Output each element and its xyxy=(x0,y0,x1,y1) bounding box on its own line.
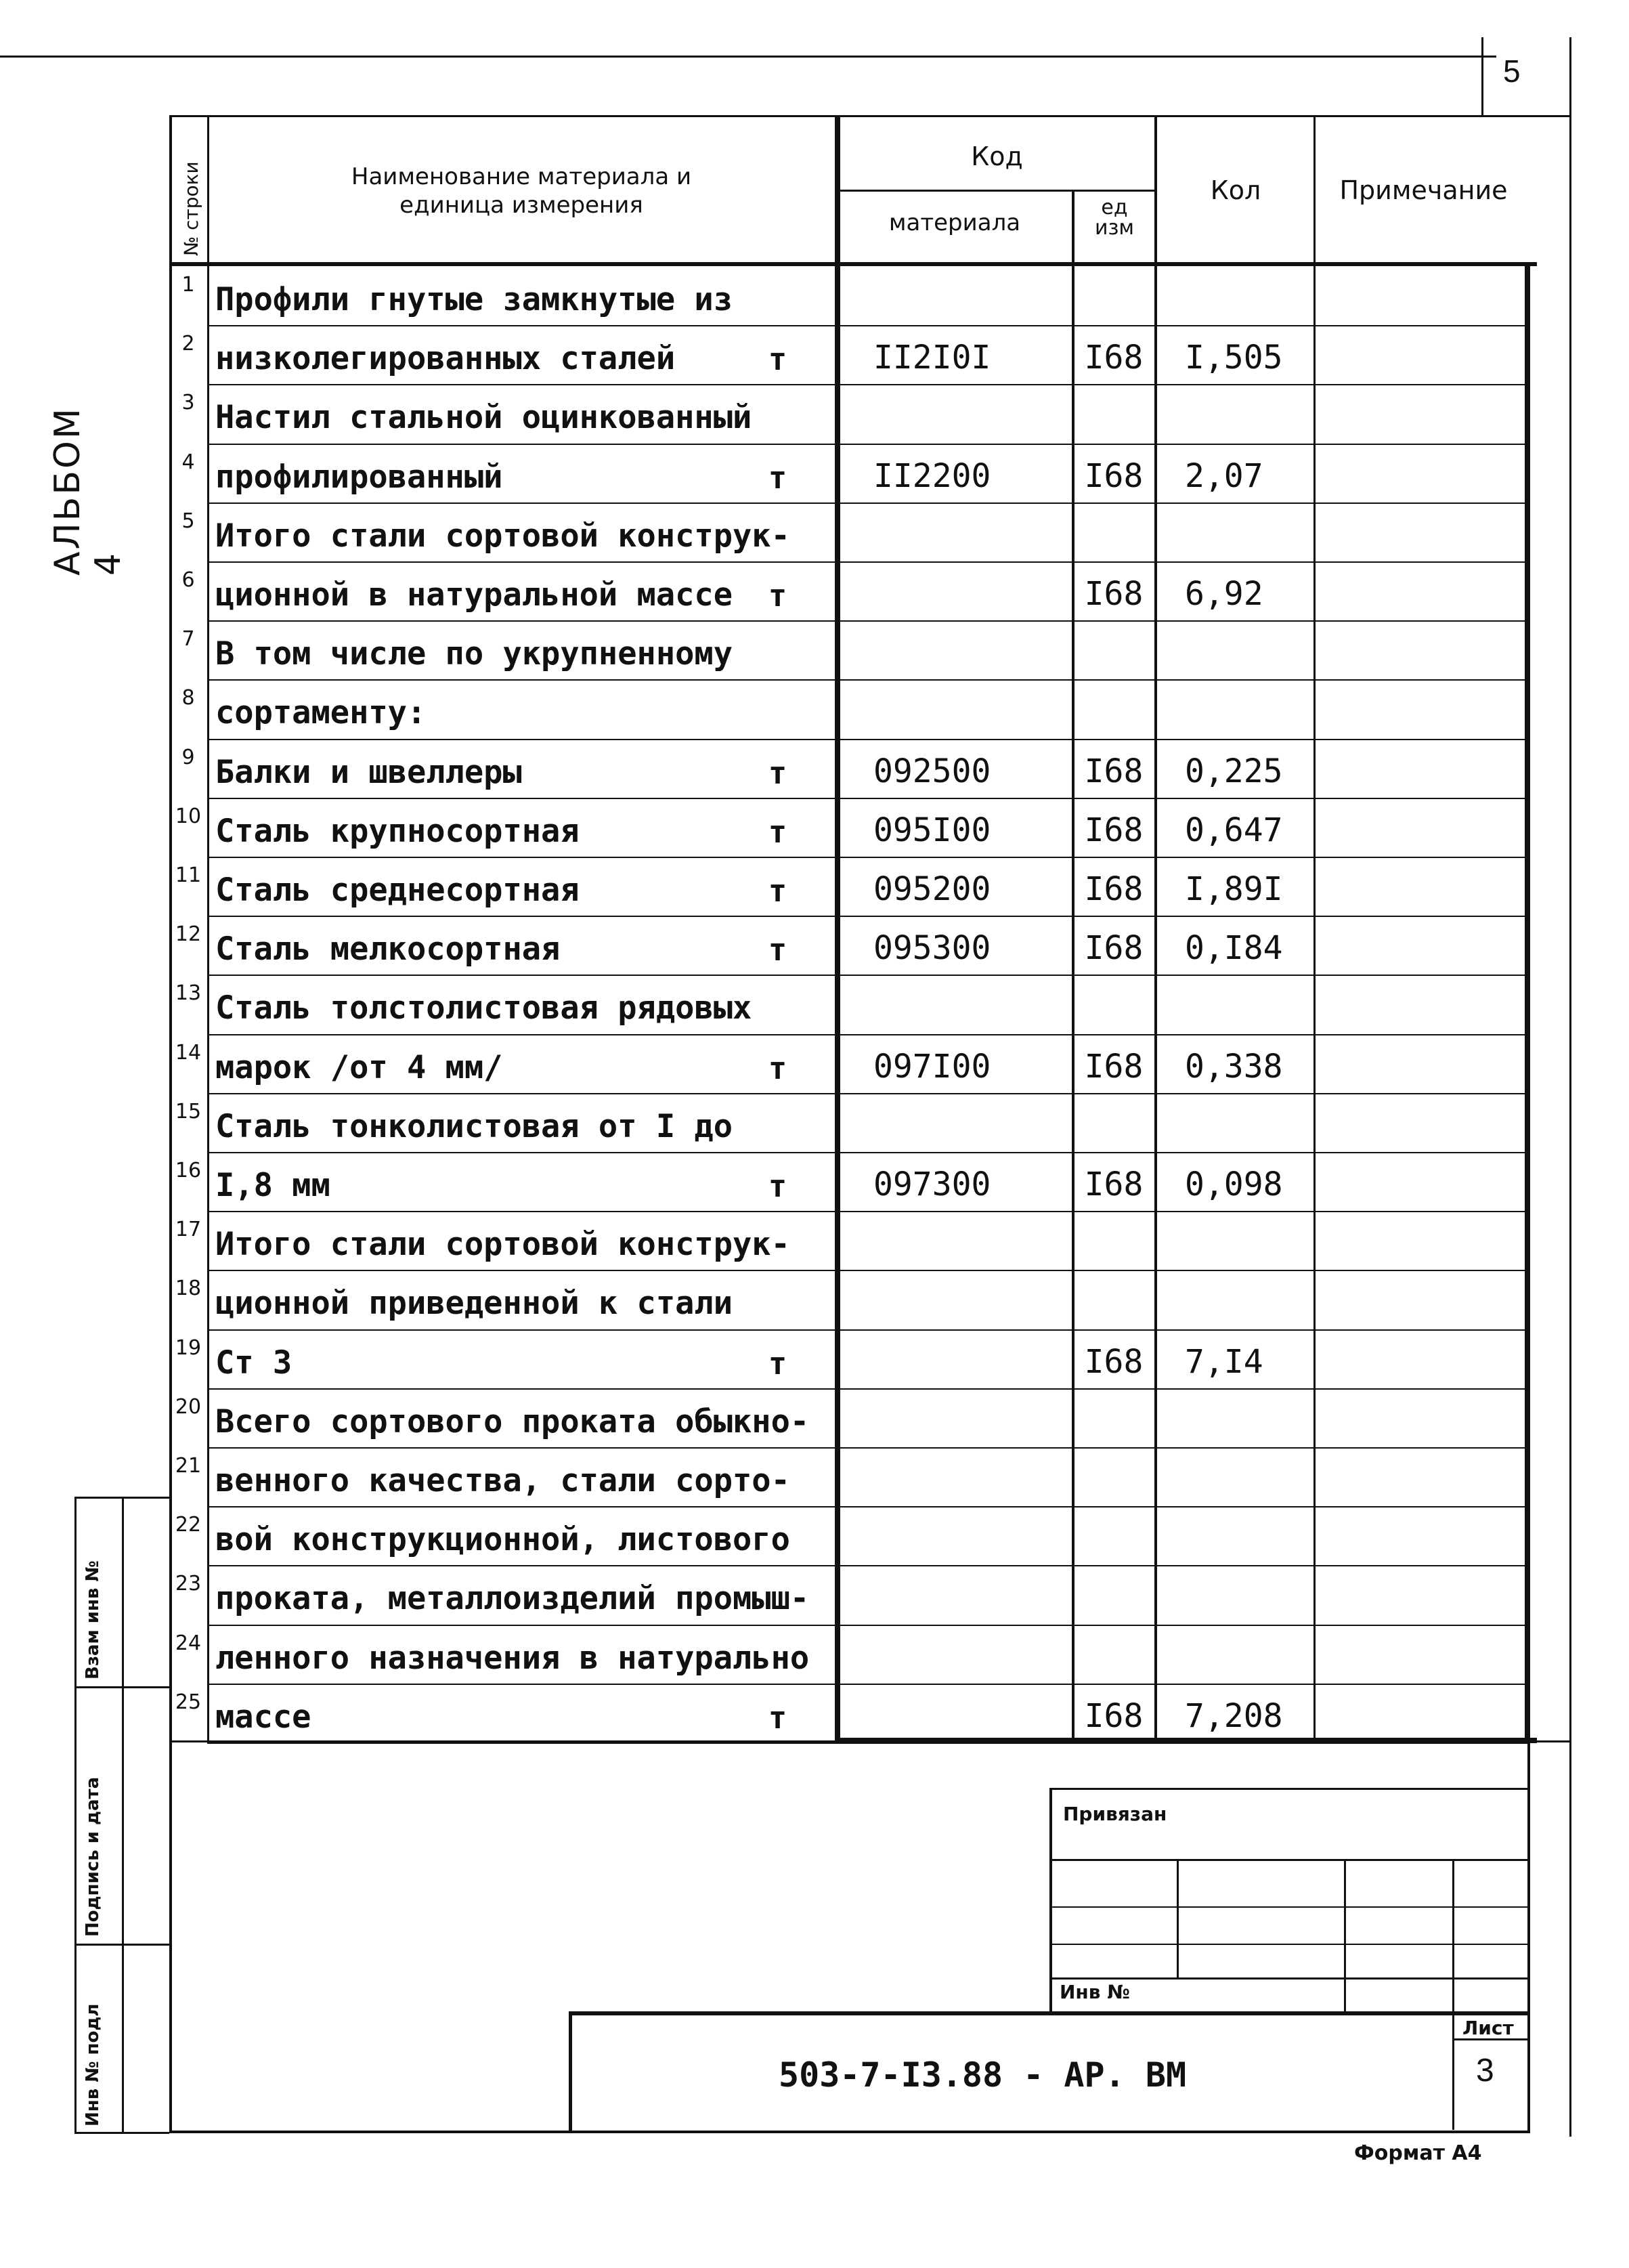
quantity: 6,92 xyxy=(1185,575,1263,613)
row-divider xyxy=(207,561,1527,563)
quantity: 0,338 xyxy=(1185,1047,1283,1086)
side-stamp-left xyxy=(74,1497,77,2133)
material-code: 095I00 xyxy=(873,811,991,849)
row-number: 25 xyxy=(175,1690,202,1714)
quantity: 7,208 xyxy=(1185,1696,1283,1735)
material-name: Балки и швеллеры xyxy=(215,753,522,791)
header-code: Код xyxy=(971,142,1023,171)
material-name: проката, металлоизделий промыш- xyxy=(215,1580,810,1618)
privyazan-col-3 xyxy=(1452,1859,1454,2130)
material-name: Сталь толстолистовая рядовых xyxy=(215,989,752,1027)
material-name: вой конструкционной, листового xyxy=(215,1521,790,1559)
row-number: 6 xyxy=(181,568,195,592)
sheet-label: Лист xyxy=(1462,2017,1514,2039)
privyazan-box-top xyxy=(1049,1788,1530,1790)
material-name: Настил стальной оцинкованный xyxy=(215,399,752,437)
unit-of-measure: т xyxy=(768,1050,787,1086)
material-code: 095200 xyxy=(873,870,991,908)
material-name: Сталь мелкосортная xyxy=(215,930,561,968)
unit-of-measure: т xyxy=(768,873,787,909)
material-name: Профили гнутые замкнутые из xyxy=(215,281,733,318)
unit-code: I68 xyxy=(1084,929,1144,968)
row-divider xyxy=(207,739,1527,740)
row-divider xyxy=(207,1565,1527,1566)
row-number: 23 xyxy=(175,1572,202,1596)
quantity: 0,225 xyxy=(1185,752,1283,790)
material-name: Сталь среднесортная xyxy=(215,872,580,909)
side-stamp-vzam: Взам инв № xyxy=(83,1560,103,1679)
row-divider xyxy=(207,1329,1527,1331)
side-stamp-div1 xyxy=(74,1686,169,1688)
unit-code: I68 xyxy=(1084,1696,1144,1735)
row-divider xyxy=(207,620,1527,622)
table-top-border xyxy=(169,115,1571,117)
privyazan-col-1 xyxy=(1177,1859,1179,1977)
material-code: II2200 xyxy=(873,456,991,495)
row-divider xyxy=(207,975,1527,976)
row-number: 18 xyxy=(175,1277,202,1301)
col-note-right xyxy=(1525,266,1530,1742)
page-box-left xyxy=(1481,37,1483,115)
row-number: 13 xyxy=(175,981,202,1006)
material-name: В том числе по укрупненному xyxy=(215,635,733,673)
material-name: Итого стали сортовой конструк- xyxy=(215,1226,790,1264)
privyazan-row-2 xyxy=(1049,1944,1530,1945)
material-name: Всего сортового проката обыкно- xyxy=(215,1403,810,1440)
row-number: 5 xyxy=(181,509,195,533)
row-divider xyxy=(207,1388,1527,1390)
row-divider xyxy=(207,798,1527,799)
row-number: 7 xyxy=(181,627,195,651)
side-stamp-top xyxy=(74,1497,169,1499)
header-rownum: № строки xyxy=(180,161,202,256)
unit-of-measure: т xyxy=(768,1345,787,1382)
header-code-material: материала xyxy=(888,209,1021,236)
side-stamp-inv-podl: Инв № подл xyxy=(83,2003,103,2126)
row-divider xyxy=(207,502,1527,504)
format-label: Формат А4 xyxy=(1354,2141,1482,2165)
unit-of-measure: т xyxy=(768,341,787,378)
inv-no-label: Инв № xyxy=(1060,1981,1130,2003)
material-name: Сталь тонколистовая от I до xyxy=(215,1107,733,1145)
row-number: 11 xyxy=(175,863,202,887)
material-code: 097I00 xyxy=(873,1047,991,1086)
row-divider xyxy=(207,1270,1527,1271)
side-stamp-podpis: Подпись и дата xyxy=(83,1776,103,1937)
material-name: низколегированных сталей xyxy=(215,340,676,378)
unit-code: I68 xyxy=(1084,1165,1144,1203)
side-stamp-bottom xyxy=(74,2132,169,2134)
material-name: ленного назначения в натурально xyxy=(215,1639,810,1677)
material-code: II2I0I xyxy=(873,339,991,377)
row-divider xyxy=(207,1506,1527,1507)
header-bottom xyxy=(169,262,1537,266)
quantity: I,89I xyxy=(1185,870,1283,908)
material-name: Итого стали сортовой конструк- xyxy=(215,517,790,555)
unit-code: I68 xyxy=(1084,575,1144,613)
col-rownum xyxy=(207,115,209,1740)
row-divider xyxy=(207,1211,1527,1212)
stamp-frame-left xyxy=(169,2131,1530,2133)
privyazan-row-3 xyxy=(1049,1977,1530,1980)
side-label: АЛЬБОМ 4 xyxy=(47,406,129,576)
code-header-split xyxy=(838,190,1156,192)
material-name: I,8 мм xyxy=(215,1167,330,1204)
unit-code: I68 xyxy=(1084,752,1144,790)
quantity: 7,I4 xyxy=(1185,1342,1263,1381)
page-number: 5 xyxy=(1503,54,1521,89)
row-number: 8 xyxy=(181,686,195,710)
row-divider xyxy=(207,679,1527,681)
stamp-right xyxy=(1527,1740,1530,2133)
unit-of-measure: т xyxy=(768,1699,787,1736)
quantity: 0,647 xyxy=(1185,811,1283,849)
unit-of-measure: т xyxy=(768,1168,787,1204)
unit-of-measure: т xyxy=(768,754,787,791)
col-eu-right xyxy=(1154,115,1157,1740)
row-number: 22 xyxy=(175,1513,202,1537)
row-number: 1 xyxy=(181,273,195,297)
quantity: 2,07 xyxy=(1185,456,1263,495)
row-divider xyxy=(207,325,1527,326)
material-name: Ст 3 xyxy=(215,1344,292,1382)
unit-code: I68 xyxy=(1084,1047,1144,1086)
unit-of-measure: т xyxy=(768,813,787,850)
unit-of-measure: т xyxy=(768,578,787,614)
row-divider xyxy=(207,857,1527,858)
sheet-number: 3 xyxy=(1476,2053,1494,2089)
header-name: Наименование материала и единица измерения xyxy=(351,163,692,219)
quantity: 0,I84 xyxy=(1185,929,1283,968)
row-divider xyxy=(207,1034,1527,1035)
privyazan-col-2 xyxy=(1344,1859,1346,2011)
row-number: 19 xyxy=(175,1335,202,1360)
material-code: 097300 xyxy=(873,1165,991,1203)
material-name: ционной в натуральной массе xyxy=(215,576,733,614)
material-name: профилированный xyxy=(215,458,503,496)
row-number: 3 xyxy=(181,391,195,415)
row-number: 12 xyxy=(175,922,202,947)
row-number: 17 xyxy=(175,1218,202,1242)
quantity: I,505 xyxy=(1185,339,1283,377)
header-qty: Кол xyxy=(1210,175,1261,205)
unit-code: I68 xyxy=(1084,339,1144,377)
table-left-border xyxy=(169,115,172,2133)
title-box-left xyxy=(569,2011,572,2133)
row-divider xyxy=(207,1742,1527,1744)
material-name: массе xyxy=(215,1698,311,1736)
row-number: 4 xyxy=(181,450,195,474)
row-number: 24 xyxy=(175,1631,202,1655)
unit-code: I68 xyxy=(1084,1342,1144,1381)
material-name: венного качества, стали сорто- xyxy=(215,1462,790,1499)
privyazan-label: Привязан xyxy=(1063,1803,1167,1825)
row-number: 21 xyxy=(175,1454,202,1478)
privyazan-row-1 xyxy=(1049,1906,1530,1908)
side-stamp-right xyxy=(122,1497,124,2133)
quantity: 0,098 xyxy=(1185,1165,1283,1203)
material-name: сортаменту: xyxy=(215,694,427,732)
material-code: 095300 xyxy=(873,929,991,968)
row-divider xyxy=(207,1684,1527,1685)
privyazan-box-mid xyxy=(1049,1859,1530,1861)
unit-code: I68 xyxy=(1084,811,1144,849)
side-stamp-div2 xyxy=(74,1944,169,1946)
header-code-unit: ед изм xyxy=(1094,196,1135,240)
material-name: Сталь крупносортная xyxy=(215,812,580,850)
top-border xyxy=(0,56,1496,58)
row-divider xyxy=(207,1093,1527,1094)
row-divider xyxy=(207,1447,1527,1449)
unit-code: I68 xyxy=(1084,456,1144,495)
unit-of-measure: т xyxy=(768,459,787,496)
header-note: Примечание xyxy=(1339,175,1508,205)
unit-of-measure: т xyxy=(768,932,787,968)
row-divider xyxy=(207,916,1527,917)
row-number: 2 xyxy=(181,332,195,356)
row-number: 20 xyxy=(175,1394,202,1419)
row-divider xyxy=(207,444,1527,445)
row-number: 9 xyxy=(181,745,195,769)
row-divider xyxy=(207,384,1527,385)
row-divider xyxy=(207,1152,1527,1153)
row-number: 16 xyxy=(175,1159,202,1182)
row-number: 14 xyxy=(175,1040,202,1065)
unit-code: I68 xyxy=(1084,870,1144,908)
material-code: 092500 xyxy=(873,752,991,790)
row-number: 15 xyxy=(175,1099,202,1124)
document-code: 503-7-I3.88 - АР. ВМ xyxy=(779,2055,1187,2095)
page-box-right xyxy=(1569,37,1571,2137)
title-box-top xyxy=(569,2011,1530,2015)
row-number: 10 xyxy=(175,804,202,828)
material-name: марок /от 4 мм/ xyxy=(215,1048,503,1086)
row-divider xyxy=(207,1625,1527,1626)
material-name: ционной приведенной к стали xyxy=(215,1285,733,1323)
